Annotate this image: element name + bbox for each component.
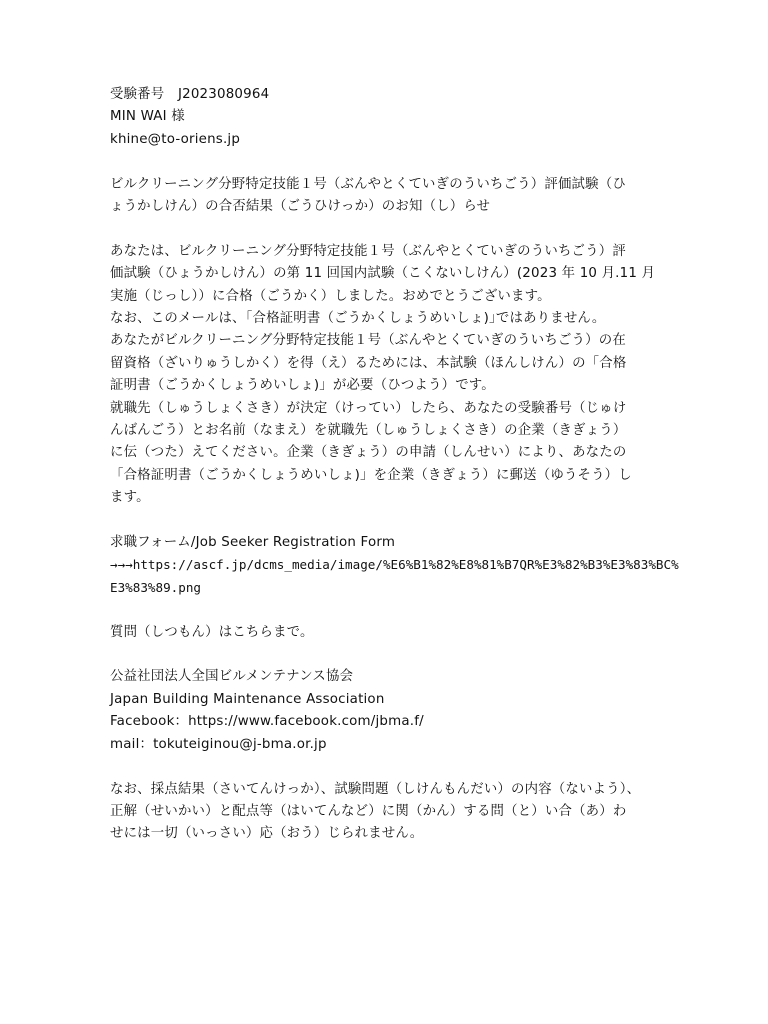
body-line: に伝（つた）えてください。企業（きぎょう）の申請（しんせい）により、あなたの — [110, 445, 627, 461]
body-line: 就職先（しゅうしょくさき）が決定（けってい）したら、あなたの受験番号（じゅけ — [110, 400, 627, 416]
organization-en: Japan Building Maintenance Association — [110, 691, 385, 707]
body-line: なお、このメールは、｢合格証明書（ごうかくしょうめいしょ)｣ではありません。 — [110, 311, 606, 327]
recipient-email: khine@to-oriens.jp — [110, 131, 241, 147]
footer-notice — [110, 779, 668, 846]
form-url-link[interactable]: →→→https://ascf.jp/dcms_media/image/%E6%B1%82%E8%81%B7QR%E3%82%B3%E3%83%BC% — [110, 557, 679, 573]
body-line: 証明書（ごうかくしょうめいしょ)」が必要（ひつよう）です。 — [110, 378, 495, 394]
footer-line: せには一切（いっさい）応（おう）じられません。 — [110, 826, 424, 842]
form-url-link[interactable]: E3%83%89.png — [110, 579, 201, 595]
body-line: 留資格（ざいりゅうしかく）を得（え）るためには、本試験（ほんしけん）の「合格 — [110, 355, 627, 371]
footer-line: なお、採点結果（さいてんけっか）、試験問題（しけんもんだい）の内容（ないよう）、 — [110, 781, 641, 797]
contact-info — [110, 666, 668, 756]
form-label: 求職フォーム/Job Seeker Registration Form — [110, 535, 396, 551]
subject-line: ビルクリーニング分野特定技能１号（ぶんやとくていぎのういちごう）評価試験（ひ — [110, 176, 626, 192]
body-line: ます。 — [110, 490, 150, 506]
recipient-header — [110, 84, 668, 151]
body-line: あなたがビルクリーニング分野特定技能１号（ぶんやとくていぎのういちごう）の在 — [110, 333, 626, 349]
message-body — [110, 241, 668, 510]
body-line: 「合格証明書（ごうかくしょうめいしょ)」を企業（きぎょう）に郵送（ゆうそう）し — [110, 467, 632, 483]
question-line: 質問（しつもん）はこちらまで。 — [110, 624, 314, 640]
footer-line: 正解（せいかい）と配点等（はいてんなど）に関（かん）する問（と）い合（あ）わ — [110, 803, 627, 819]
registration-form — [110, 532, 679, 599]
facebook-link[interactable]: Facebook：https://www.facebook.com/jbma.f/ — [110, 714, 424, 730]
body-line: 実施（じっし））に合格（ごうかく）しました。おめでとうございます。 — [110, 288, 551, 304]
body-line: あなたは、ビルクリーニング分野特定技能１号（ぶんやとくていぎのういちごう）評 — [110, 243, 626, 259]
body-line: んばんごう）とお名前（なまえ）を就職先（しゅうしょくさき）の企業（きぎょう） — [110, 423, 627, 439]
subject — [110, 174, 668, 219]
recipient-name: MIN WAI 様 — [110, 109, 185, 125]
body-line: 価試験（ひょうかしけん）の第 11 回国内試験（こくないしけん）(2023 年 10 月.11 月 — [110, 266, 656, 282]
exam-number: 受験番号 J2023080964 — [110, 87, 270, 102]
organization-ja: 公益社団法人全国ビルメンテナンス協会 — [110, 669, 354, 685]
subject-line: ょうかしけん）の合否結果（ごうひけっか）のお知（し）らせ — [110, 199, 491, 215]
mail-link[interactable]: mail：tokuteiginou@j-bma.or.jp — [110, 736, 327, 752]
